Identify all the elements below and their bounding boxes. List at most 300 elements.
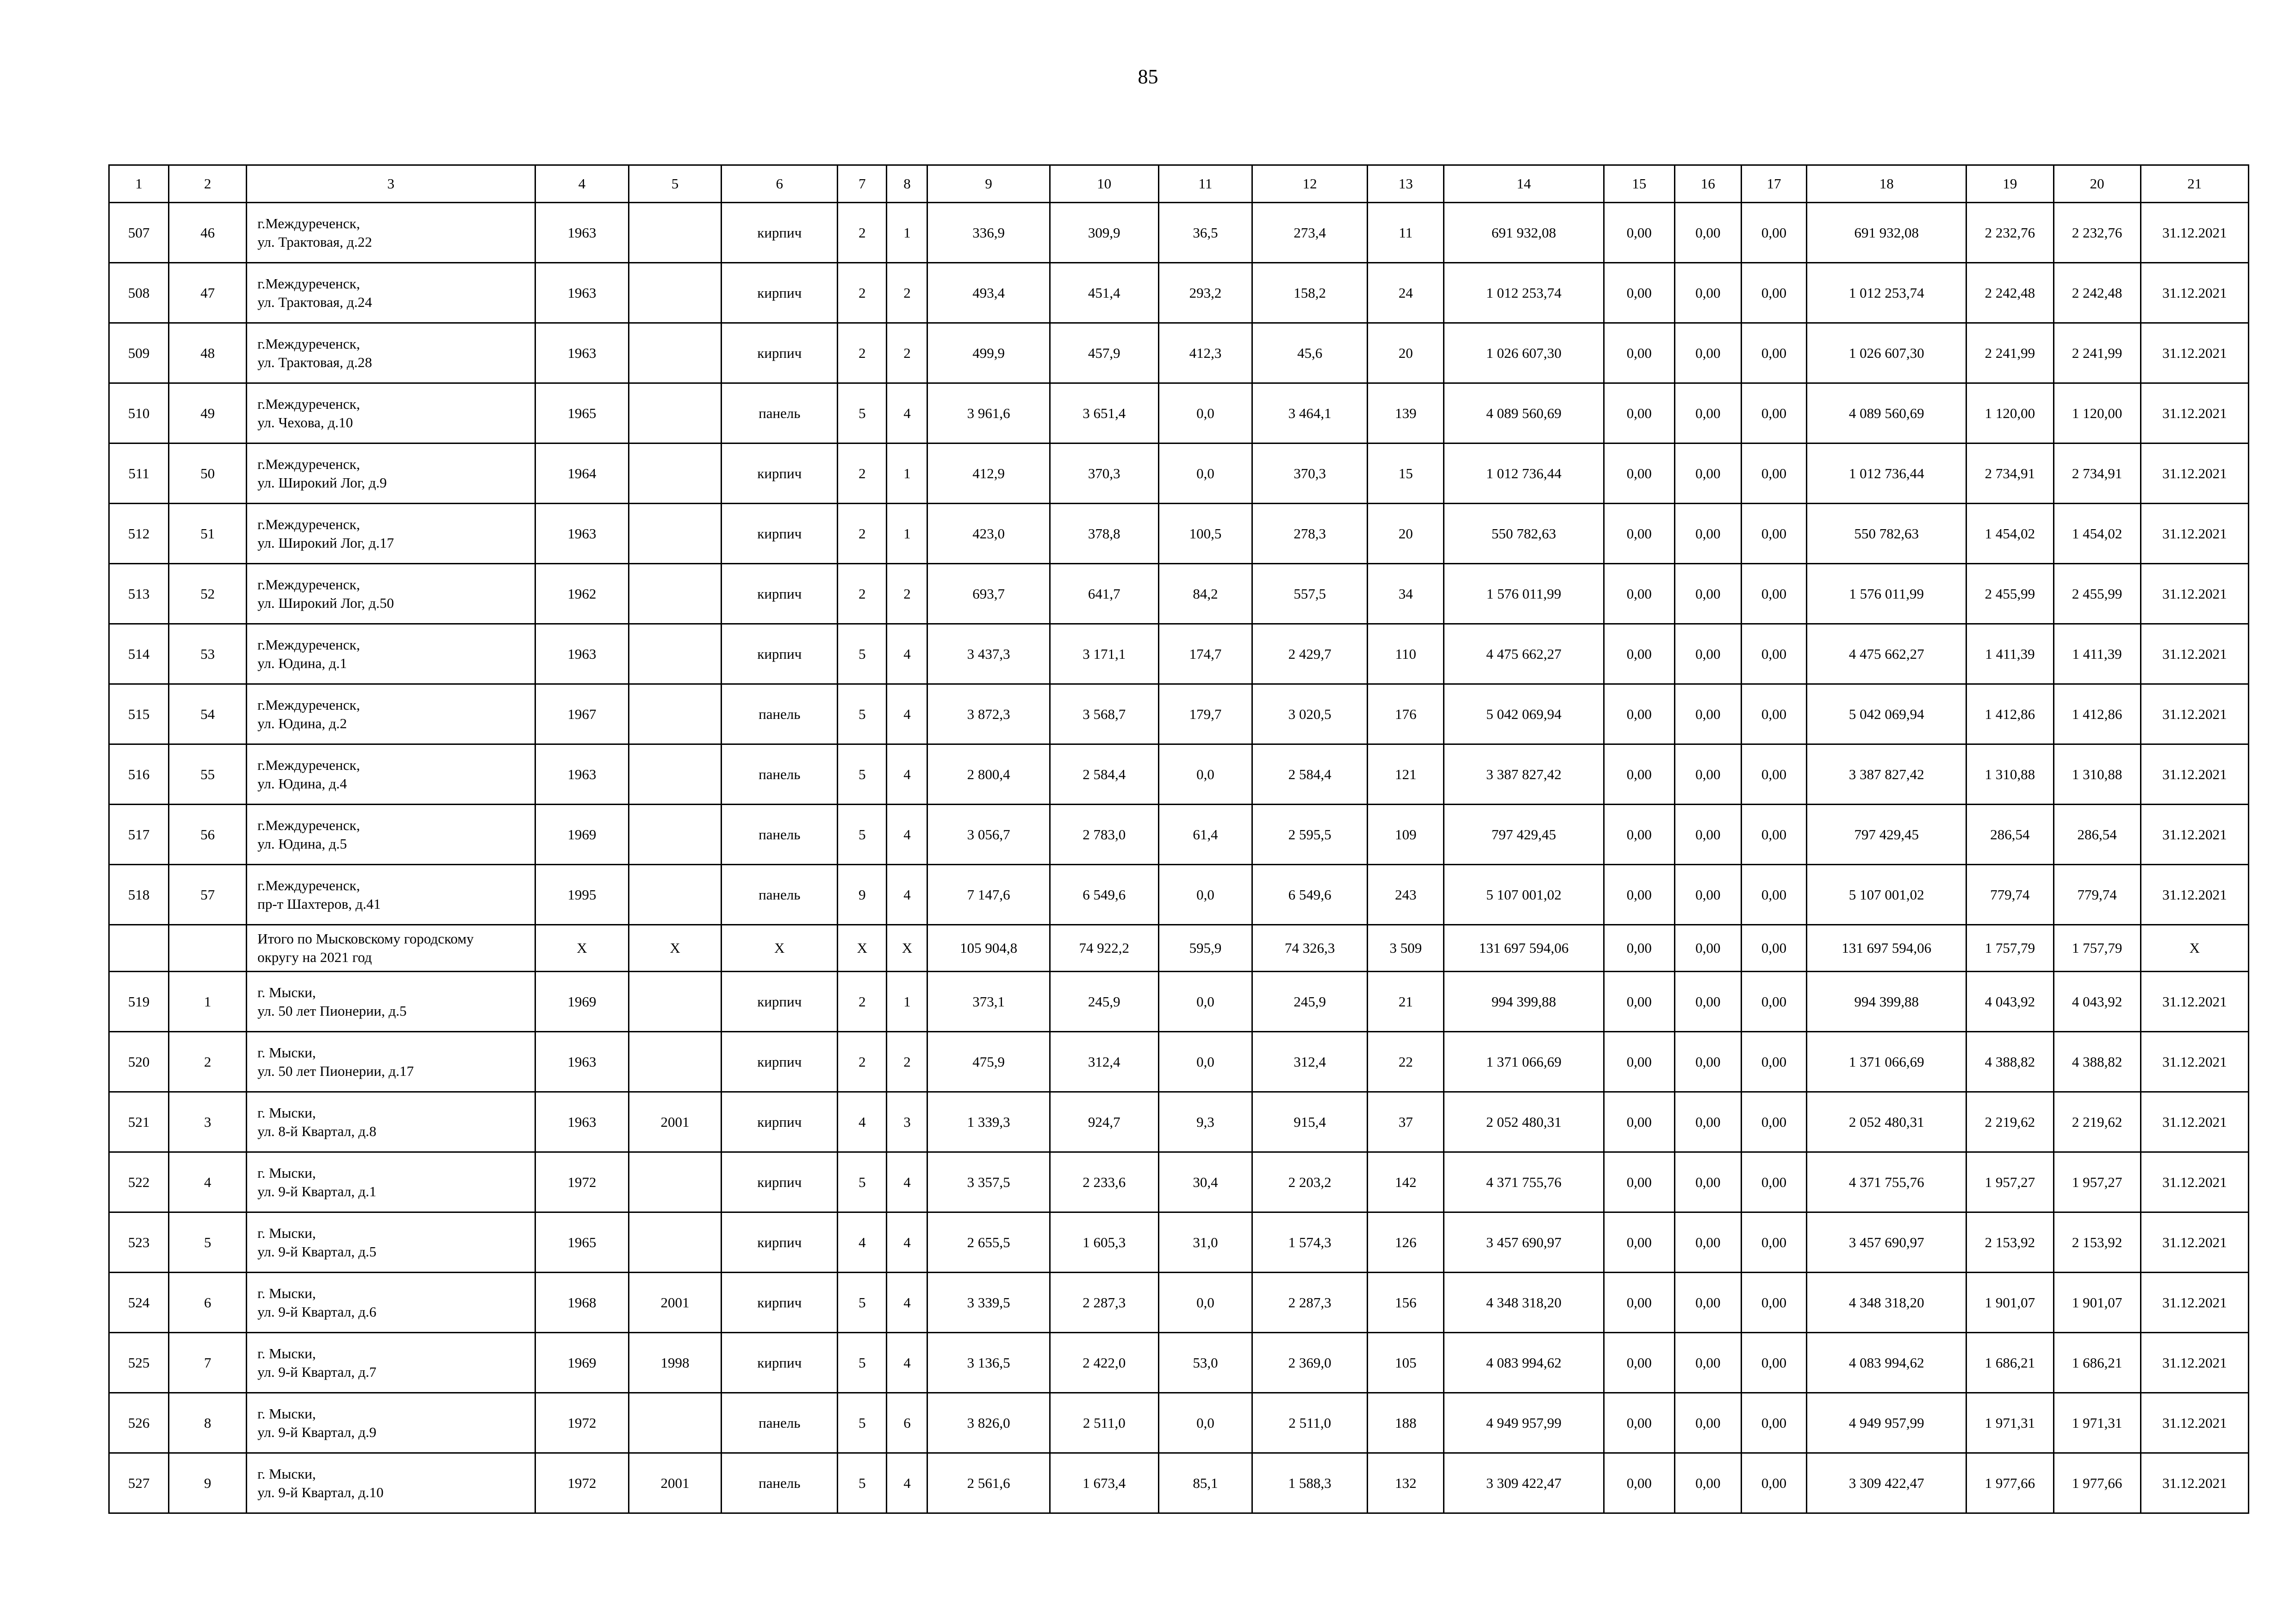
table-cell: 2 241,99 (1966, 323, 2053, 383)
table-cell: 0,00 (1741, 1152, 1806, 1212)
table-cell: 47 (169, 263, 247, 323)
table-cell: 0,00 (1741, 203, 1806, 263)
table-cell: 1963 (535, 1032, 628, 1092)
table-cell: 105 904,8 (927, 925, 1050, 972)
table-cell: 4 043,92 (2053, 972, 2140, 1032)
table-cell: 3 387 827,42 (1444, 744, 1604, 805)
table-cell (628, 1393, 721, 1453)
table-cell: 48 (169, 323, 247, 383)
address-cell (247, 443, 535, 504)
table-cell: 507 (109, 203, 169, 263)
table-cell (628, 564, 721, 624)
table-cell: 3 457 690,97 (1444, 1212, 1604, 1273)
table-cell: 0,0 (1158, 1393, 1252, 1453)
table-cell: 131 697 594,06 (1807, 925, 1966, 972)
table-cell: 0,00 (1741, 383, 1806, 443)
address-line: ул. 9-й Квартал, д.7 (257, 1363, 377, 1380)
table-cell: 20 (1368, 504, 1444, 564)
table-cell: 3 056,7 (927, 805, 1050, 865)
table-cell: 1963 (535, 203, 628, 263)
table-cell: 1963 (535, 1092, 628, 1152)
table-cell: 84,2 (1158, 564, 1252, 624)
table-cell: 510 (109, 383, 169, 443)
address-line: г. Мыски, (257, 984, 316, 1000)
table-cell: 3 437,3 (927, 624, 1050, 684)
table-cell: 31.12.2021 (2140, 624, 2248, 684)
table-cell: 2 (887, 263, 927, 323)
address-line: г. Мыски, (257, 1104, 316, 1121)
table-cell: 31.12.2021 (2140, 972, 2248, 1032)
table-cell: 31.12.2021 (2140, 865, 2248, 925)
table-cell: 370,3 (1050, 443, 1158, 504)
table-cell: 0,00 (1674, 1212, 1741, 1273)
table-cell: 0,00 (1674, 564, 1741, 624)
table-cell: 0,00 (1674, 805, 1741, 865)
table-cell: 61,4 (1158, 805, 1252, 865)
table-cell: 0,00 (1674, 1453, 1741, 1513)
table-cell: 2 287,3 (1050, 1273, 1158, 1333)
table-row (109, 323, 2249, 383)
table-cell: 595,9 (1158, 925, 1252, 972)
table-cell: 2 233,6 (1050, 1152, 1158, 1212)
table-cell: 3 339,5 (927, 1273, 1050, 1333)
table-cell: 309,9 (1050, 203, 1158, 263)
table-cell: 2 455,99 (1966, 564, 2053, 624)
table-cell: 0,0 (1158, 972, 1252, 1032)
column-number-cell: 19 (1966, 165, 2053, 203)
table-cell: 1972 (535, 1152, 628, 1212)
table-cell: 994 399,88 (1444, 972, 1604, 1032)
table-cell (628, 203, 721, 263)
table-cell: 31.12.2021 (2140, 1393, 2248, 1453)
table-cell: 2 242,48 (1966, 263, 2053, 323)
address-line: ул. Широкий Лог, д.50 (257, 594, 394, 611)
address-line: г.Междуреченск, (257, 516, 360, 532)
table-cell: 1995 (535, 865, 628, 925)
table-cell: кирпич (722, 323, 838, 383)
table-cell: 0,00 (1604, 805, 1674, 865)
table-cell: 3 961,6 (927, 383, 1050, 443)
table-cell: 126 (1368, 1212, 1444, 1273)
address-line: г. Мыски, (257, 1345, 316, 1362)
address-line: г.Междуреченск, (257, 877, 360, 893)
table-cell: 924,7 (1050, 1092, 1158, 1152)
table-cell: 0,00 (1741, 1212, 1806, 1273)
table-cell: кирпич (722, 1333, 838, 1393)
table-cell: 0,00 (1674, 684, 1741, 744)
table-cell: 50 (169, 443, 247, 504)
table-cell: 51 (169, 504, 247, 564)
table-cell: кирпич (722, 1092, 838, 1152)
table-cell: 1 605,3 (1050, 1212, 1158, 1273)
table-cell: 2 (838, 443, 887, 504)
table-cell: 3 309 422,47 (1807, 1453, 1966, 1513)
table-cell: 3 826,0 (927, 1393, 1050, 1453)
table-cell: 0,00 (1604, 504, 1674, 564)
table-cell: 373,1 (927, 972, 1050, 1032)
table-cell: 1963 (535, 624, 628, 684)
table-cell: 0,0 (1158, 865, 1252, 925)
table-cell: 52 (169, 564, 247, 624)
table-cell: 5 (838, 1453, 887, 1513)
table-cell: 5 107 001,02 (1444, 865, 1604, 925)
table-cell: 1 411,39 (2053, 624, 2140, 684)
table-cell: 243 (1368, 865, 1444, 925)
table-cell: 22 (1368, 1032, 1444, 1092)
table-cell: 0,00 (1604, 1212, 1674, 1273)
table-cell: 45,6 (1252, 323, 1368, 383)
table-cell: 0,00 (1674, 1032, 1741, 1092)
table-cell: 11 (1368, 203, 1444, 263)
table-cell: 0,0 (1158, 744, 1252, 805)
table-cell: 2 (887, 323, 927, 383)
table-cell: 0,0 (1158, 383, 1252, 443)
table-row (109, 865, 2249, 925)
table-cell: 1972 (535, 1453, 628, 1513)
table-cell: 1963 (535, 323, 628, 383)
column-number-cell: 4 (535, 165, 628, 203)
table-cell: 1964 (535, 443, 628, 504)
table-cell: 1 673,4 (1050, 1453, 1158, 1513)
address-line: ул. Трактовая, д.24 (257, 294, 372, 310)
table-cell: 55 (169, 744, 247, 805)
table-cell: панель (722, 744, 838, 805)
table-cell: 1 977,66 (2053, 1453, 2140, 1513)
table-cell: 0,0 (1158, 443, 1252, 504)
table-cell: 2 734,91 (2053, 443, 2140, 504)
table-cell: 1 412,86 (1966, 684, 2053, 744)
table-cell: кирпич (722, 1152, 838, 1212)
table-cell: 0,00 (1741, 443, 1806, 504)
table-cell: 1 454,02 (2053, 504, 2140, 564)
table-row (109, 1092, 2249, 1152)
column-number-cell: 13 (1368, 165, 1444, 203)
total-row (109, 925, 2249, 972)
table-cell: 3 (169, 1092, 247, 1152)
table-cell: 557,5 (1252, 564, 1368, 624)
table-cell: 2001 (628, 1273, 721, 1333)
address-cell (247, 564, 535, 624)
address-line: ул. 50 лет Пионерии, д.5 (257, 1002, 407, 1019)
table-cell (628, 383, 721, 443)
table-cell: 2 734,91 (1966, 443, 2053, 504)
table-cell: 53,0 (1158, 1333, 1252, 1393)
table-cell: 1967 (535, 684, 628, 744)
table-cell: 4 475 662,27 (1807, 624, 1966, 684)
table-cell: 1 757,79 (2053, 925, 2140, 972)
table-cell: 1 339,3 (927, 1092, 1050, 1152)
table-cell: 2 (169, 1032, 247, 1092)
table-cell: 2 241,99 (2053, 323, 2140, 383)
table-cell: 526 (109, 1393, 169, 1453)
table-cell: 3 309 422,47 (1444, 1453, 1604, 1513)
table-cell: 34 (1368, 564, 1444, 624)
table-cell: 0,00 (1674, 1333, 1741, 1393)
address-cell (247, 684, 535, 744)
table-cell: 31.12.2021 (2140, 203, 2248, 263)
table-cell: 0,00 (1741, 504, 1806, 564)
table-row (109, 443, 2249, 504)
table-cell: 5 (838, 1152, 887, 1212)
table-cell: 2 511,0 (1252, 1393, 1368, 1453)
table-cell: 2 (838, 504, 887, 564)
table-cell: 74 922,2 (1050, 925, 1158, 972)
table-cell: 31.12.2021 (2140, 1152, 2248, 1212)
table-cell: 3 387 827,42 (1807, 744, 1966, 805)
table-cell: 30,4 (1158, 1152, 1252, 1212)
table-cell: 31.12.2021 (2140, 443, 2248, 504)
table-row (109, 1453, 2249, 1513)
table-cell: 2 455,99 (2053, 564, 2140, 624)
table-cell: 2 242,48 (2053, 263, 2140, 323)
table-cell: 1 310,88 (2053, 744, 2140, 805)
table-cell: 0,00 (1604, 684, 1674, 744)
table-cell: 4 (887, 1212, 927, 1273)
address-line: г.Междуреченск, (257, 456, 360, 472)
table-cell: 0,00 (1741, 1273, 1806, 1333)
table-cell: 2 052 480,31 (1807, 1092, 1966, 1152)
table-cell: 1 957,27 (1966, 1152, 2053, 1212)
table-cell: 85,1 (1158, 1453, 1252, 1513)
address-line: г. Мыски, (257, 1164, 316, 1181)
table-cell: 8 (169, 1393, 247, 1453)
table-cell: 1 (887, 443, 927, 504)
table-cell: 1 (887, 203, 927, 263)
table-cell: 2 (838, 263, 887, 323)
table-cell: 2 584,4 (1050, 744, 1158, 805)
table-row (109, 504, 2249, 564)
table-cell: 523 (109, 1212, 169, 1273)
table-cell: 188 (1368, 1393, 1444, 1453)
table-cell: 31.12.2021 (2140, 744, 2248, 805)
table-cell: 1 686,21 (2053, 1333, 2140, 1393)
table-cell: 0,00 (1604, 744, 1674, 805)
table-cell: 5 (169, 1212, 247, 1273)
column-number-cell: 16 (1674, 165, 1741, 203)
address-line: ул. Чехова, д.10 (257, 414, 353, 431)
table-cell: 7 (169, 1333, 247, 1393)
address-cell (247, 1212, 535, 1273)
table-cell: 511 (109, 443, 169, 504)
table-cell: 293,2 (1158, 263, 1252, 323)
table-cell: 121 (1368, 744, 1444, 805)
table-cell: 278,3 (1252, 504, 1368, 564)
table-cell: панель (722, 684, 838, 744)
table-cell: 513 (109, 564, 169, 624)
table-cell: 4 388,82 (1966, 1032, 2053, 1092)
address-cell (247, 744, 535, 805)
table-cell: 493,4 (927, 263, 1050, 323)
table-cell: кирпич (722, 1212, 838, 1273)
table-cell: 2 203,2 (1252, 1152, 1368, 1212)
table-cell: кирпич (722, 203, 838, 263)
table-cell: 0,00 (1604, 925, 1674, 972)
address-line: ул. 8-й Квартал, д.8 (257, 1123, 377, 1139)
table-cell: 0,00 (1741, 1453, 1806, 1513)
table-cell: 4 348 318,20 (1444, 1273, 1604, 1333)
address-line: ул. Широкий Лог, д.9 (257, 474, 387, 491)
table-cell: 0,00 (1604, 1152, 1674, 1212)
table-cell: 4 388,82 (2053, 1032, 2140, 1092)
table-cell: 2 (838, 972, 887, 1032)
table-cell: 9 (169, 1453, 247, 1513)
address-cell (247, 972, 535, 1032)
table-cell: 46 (169, 203, 247, 263)
table-cell: кирпич (722, 263, 838, 323)
table-cell: 100,5 (1158, 504, 1252, 564)
table-cell: 550 782,63 (1807, 504, 1966, 564)
table-cell: 915,4 (1252, 1092, 1368, 1152)
column-number-cell: 9 (927, 165, 1050, 203)
table-cell: 31.12.2021 (2140, 684, 2248, 744)
table-cell: 521 (109, 1092, 169, 1152)
table-cell (628, 805, 721, 865)
address-cell (247, 383, 535, 443)
address-line: пр-т Шахтеров, д.41 (257, 895, 381, 912)
table-row (109, 1032, 2249, 1092)
table-cell: 6 (887, 1393, 927, 1453)
table-cell: 1965 (535, 1212, 628, 1273)
table-cell: 31.12.2021 (2140, 1453, 2248, 1513)
column-number-cell: 21 (2140, 165, 2248, 203)
table-row (109, 1393, 2249, 1453)
table-cell: 1969 (535, 972, 628, 1032)
table-cell: 423,0 (927, 504, 1050, 564)
table-cell: кирпич (722, 504, 838, 564)
table-cell: 6 (169, 1273, 247, 1333)
table-cell: 1 371 066,69 (1444, 1032, 1604, 1092)
table-cell: 0,00 (1741, 624, 1806, 684)
page-number: 85 (1138, 65, 1158, 88)
table-cell: 2 783,0 (1050, 805, 1158, 865)
table-cell: X (887, 925, 927, 972)
table-cell: 0,00 (1674, 1393, 1741, 1453)
table-cell: 5 042 069,94 (1807, 684, 1966, 744)
table-cell: 57 (169, 865, 247, 925)
table-cell: 412,9 (927, 443, 1050, 504)
table-cell: панель (722, 1453, 838, 1513)
table-cell: 3 136,5 (927, 1333, 1050, 1393)
table-cell: кирпич (722, 1032, 838, 1092)
table-cell (628, 1152, 721, 1212)
table-cell: 5 (838, 684, 887, 744)
address-line: г.Междуреченск, (257, 756, 360, 773)
table-cell: 0,00 (1674, 383, 1741, 443)
table-cell: 273,4 (1252, 203, 1368, 263)
table-cell: 0,00 (1741, 323, 1806, 383)
table-cell: 1 576 011,99 (1807, 564, 1966, 624)
table-cell: 0,00 (1604, 1092, 1674, 1152)
table-cell: 1 901,07 (2053, 1273, 2140, 1333)
table-cell: 0,00 (1604, 203, 1674, 263)
table-row (109, 1333, 2249, 1393)
table-cell: кирпич (722, 972, 838, 1032)
table-cell: 1 (887, 972, 927, 1032)
address-line: г.Междуреченск, (257, 636, 360, 653)
address-line: ул. Трактовая, д.22 (257, 233, 372, 250)
table-cell: 2 595,5 (1252, 805, 1368, 865)
table-cell: 158,2 (1252, 263, 1368, 323)
table-cell: 527 (109, 1453, 169, 1513)
table-cell: 5 107 001,02 (1807, 865, 1966, 925)
table-cell: 7 147,6 (927, 865, 1050, 925)
table-cell: 1 588,3 (1252, 1453, 1368, 1513)
table-cell: 3 171,1 (1050, 624, 1158, 684)
table-cell: 132 (1368, 1453, 1444, 1513)
table-cell: 4 (887, 1152, 927, 1212)
table-cell: 516 (109, 744, 169, 805)
address-cell (247, 203, 535, 263)
address-line: ул. Широкий Лог, д.17 (257, 534, 394, 551)
table-cell: 0,00 (1674, 1273, 1741, 1333)
table-cell: 37 (1368, 1092, 1444, 1152)
address-line: ул. Юдина, д.5 (257, 835, 347, 852)
table-cell: 451,4 (1050, 263, 1158, 323)
table-cell: 693,7 (927, 564, 1050, 624)
table-cell: 2 (838, 564, 887, 624)
table-cell (628, 323, 721, 383)
table-cell: 5 (838, 805, 887, 865)
address-line: г.Междуреченск, (257, 817, 360, 833)
table-cell: 2 219,62 (2053, 1092, 2140, 1152)
table-cell: 797 429,45 (1807, 805, 1966, 865)
table-cell: 412,3 (1158, 323, 1252, 383)
column-number-cell: 12 (1252, 165, 1368, 203)
table-cell: 1 (887, 504, 927, 564)
table-cell: 2 052 480,31 (1444, 1092, 1604, 1152)
table-cell: 1962 (535, 564, 628, 624)
table-cell: 1 012 253,74 (1444, 263, 1604, 323)
address-line: г.Междуреченск, (257, 215, 360, 231)
table-cell: 1 971,31 (1966, 1393, 2053, 1453)
column-number-cell: 17 (1741, 165, 1806, 203)
table-cell: панель (722, 865, 838, 925)
table-cell: 2 422,0 (1050, 1333, 1158, 1393)
table-cell (628, 865, 721, 925)
table-cell: 6 549,6 (1050, 865, 1158, 925)
table-row (109, 744, 2249, 805)
address-line: г.Междуреченск, (257, 576, 360, 593)
table-cell: 0,00 (1674, 865, 1741, 925)
table-cell: 0,00 (1741, 1032, 1806, 1092)
address-line: г.Междуреченск, (257, 335, 360, 352)
table-cell: 779,74 (2053, 865, 2140, 925)
table-cell: 518 (109, 865, 169, 925)
address-line: ул. Юдина, д.1 (257, 655, 347, 671)
table-cell: 5 (838, 383, 887, 443)
table-cell: 1 686,21 (1966, 1333, 2053, 1393)
table-cell: кирпич (722, 1273, 838, 1333)
table-cell (109, 925, 169, 972)
table-cell: 2 584,4 (1252, 744, 1368, 805)
table-cell: 4 083 994,62 (1807, 1333, 1966, 1393)
table-cell: 20 (1368, 323, 1444, 383)
table-cell: 1 901,07 (1966, 1273, 2053, 1333)
address-line: ул. Юдина, д.2 (257, 715, 347, 731)
table-cell: 0,00 (1674, 624, 1741, 684)
table-cell: 509 (109, 323, 169, 383)
table-cell: X (838, 925, 887, 972)
table-cell: 2 800,4 (927, 744, 1050, 805)
table-cell: 0,00 (1674, 925, 1741, 972)
address-cell (247, 805, 535, 865)
table-cell: 4 (887, 1333, 927, 1393)
table-cell: 2 (887, 1032, 927, 1092)
table-cell: 31,0 (1158, 1212, 1252, 1273)
table-row (109, 1273, 2249, 1333)
column-number-cell: 11 (1158, 165, 1252, 203)
table-cell: панель (722, 1393, 838, 1453)
